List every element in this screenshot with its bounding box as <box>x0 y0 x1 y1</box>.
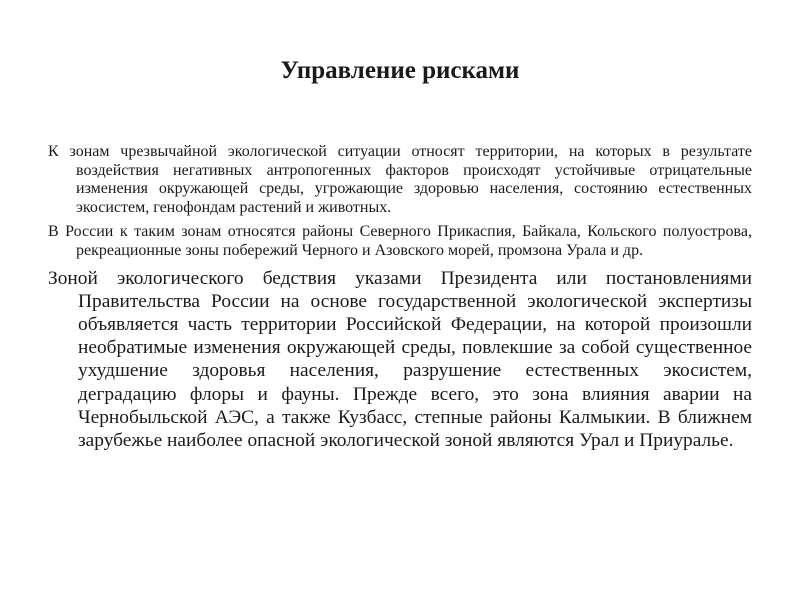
paragraph-disaster-zone: Зоной экологического бедствия указами Президента или постановлениями Правительства России на основе государственной экологической экспертизы объявляется часть территории Российской Федерации, на которой произошли необратимые изменения окружающей среды, повлекшие за собой существенное ухудшение здоровья населения, разрушение естественных экосистем, деградацию флоры и фауны. Прежде всего, это зона влияния аварии на Чернобыльской АЭС, а также Кузбасс, степные районы Калмыкии. В ближнем зарубежье наиболее опасной экологической зоной являются Урал и Приуралье. <box>48 267 752 451</box>
paragraph-russia-zones: В России к таким зонам относятся районы Северного Прикаспия, Байкала, Кольского полуострова, рекреационные зоны побережий Черного и Азовского морей, промзона Урала и др. <box>48 223 752 259</box>
slide-body <box>48 143 752 452</box>
slide-title: Управление рисками <box>280 57 520 84</box>
paragraph-definition: К зонам чрезвычайной экологической ситуации относят территории, на которых в результате воздействия негативных антропогенных факторов происходят устойчивые отрицательные изменения окружающей среды, угрожающие здоровью населения, состоянию естественных экосистем, генофондам растений и животных. <box>48 143 752 216</box>
